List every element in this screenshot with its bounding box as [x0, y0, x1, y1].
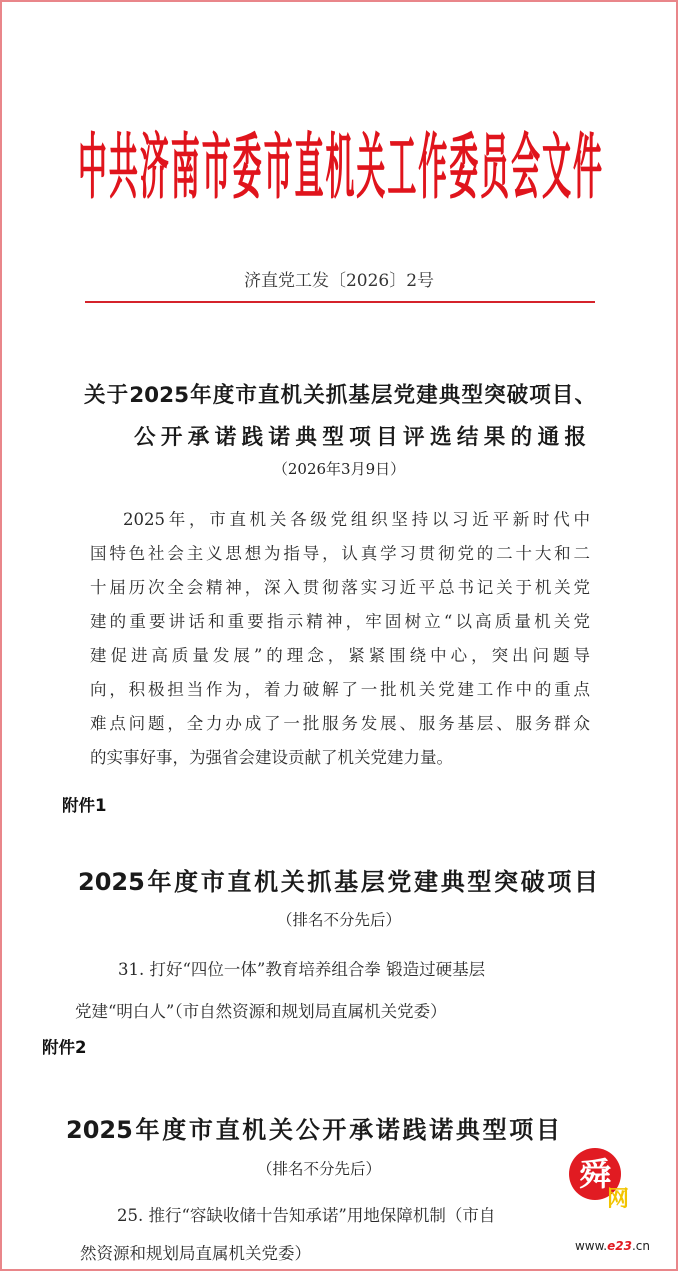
notice-title-line1: 关于2025年度市直机关抓基层党建典型突破项目、: [84, 383, 596, 408]
body-line: 2025年，市直机关各级党组织坚持以习近平新时代中: [123, 510, 590, 529]
watermark-net-char: 网: [607, 1187, 630, 1212]
watermark-seal-logo: 舜: [569, 1148, 621, 1200]
attachment1-label: 附件1: [62, 796, 107, 815]
body-line: 的实事好事，为强省会建设贡献了机关党建力量。: [90, 748, 453, 767]
url-brand: e23: [607, 1239, 632, 1253]
attachment2-item-line2: 然资源和规划局直属机关党委）: [80, 1244, 311, 1263]
issuer-title: 中共济南市委市直机关工作委员会文件: [78, 125, 602, 209]
body-line: 国特色社会主义思想为指导，认真学习贯彻党的二十大和二: [90, 544, 590, 563]
e23-watermark: [555, 1148, 650, 1253]
document-number: 济直党工发〔2026〕2号: [243, 271, 435, 291]
attachment2-label: 附件2: [42, 1038, 87, 1057]
body-line: 建促进高质量发展”的理念，紧紧围绕中心，突出问题导: [90, 646, 590, 665]
notice-date: （2026年3月9日）: [272, 460, 406, 478]
attachment2-heading: 2025年度市直机关公开承诺践诺典型项目: [66, 1116, 560, 1144]
red-divider: [85, 301, 595, 303]
body-line: 难点问题，全力办成了一批服务发展、服务基层、服务群众: [90, 714, 590, 733]
url-suffix: .cn: [631, 1239, 650, 1253]
watermark-url: [575, 1239, 650, 1253]
body-line: 十届历次全会精神，深入贯彻落实习近平总书记关于机关党: [90, 578, 590, 597]
url-prefix: www.: [574, 1239, 608, 1253]
attachment1-note: （排名不分先后）: [276, 911, 401, 929]
notice-title-line2: 公开承诺践诺典型项目评选结果的通报: [134, 425, 586, 450]
body-line: 向，积极担当作为，着力破解了一批机关党建工作中的重点: [90, 680, 590, 699]
attachment2-item-line1: 25. 推行“容缺收储十告知承诺”用地保障机制（市自: [117, 1206, 496, 1225]
attachment2-note: （排名不分先后）: [256, 1160, 381, 1178]
attachment1-item-line1: 31. 打好“四位一体”教育培养组合拳 锻造过硬基层: [118, 960, 486, 979]
attachment1-item-line2: 党建“明白人”（市自然资源和规划局直属机关党委）: [75, 1002, 447, 1021]
attachment1-heading: 2025年度市直机关抓基层党建典型突破项目: [78, 868, 598, 896]
body-line: 建的重要讲话和重要指示精神，牢固树立“以高质量机关党: [90, 612, 590, 631]
